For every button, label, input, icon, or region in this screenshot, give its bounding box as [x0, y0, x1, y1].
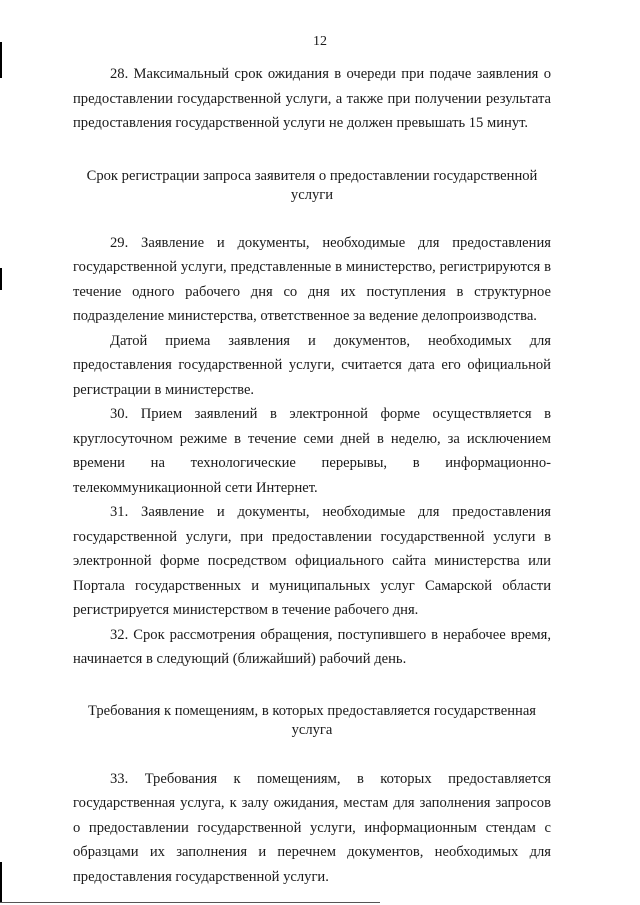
heading-line: услуги: [290, 186, 334, 203]
paragraph-30: 30. Прием заявлений в электронной форме осуществляется в круглосуточном режиме в течение семи дней в неделю, за исключением времени на технологические перерывы, в информационно-телекоммуникационной сети Интернет.: [73, 406, 551, 496]
heading-line: Требования к помещениям, в которых предоставляется государственная: [87, 702, 537, 719]
paragraph-29: 29. Заявление и документы, необходимые для предоставления государственной услуги, представленные в министерство, регистрируются в течение одного рабочего дня со дня их поступления в структурное подразделение министерства, ответственное за ведение делопроизводства.: [73, 234, 551, 324]
paragraph-31: 31. Заявление и документы, необходимые для предоставления государственной услуги, при предоставлении государственной услуги в электронной форме посредством официального сайта министерства или Портала государственных и муниципальных услуг Самарской области регистрируется министерством в течение рабочего дня.: [73, 504, 551, 618]
bottom-rule: [0, 902, 380, 903]
paragraph-28: 28. Максимальный срок ожидания в очереди при подаче заявления о предоставлении государственной услуги, а также при получении результата предоставления государственной услуги не должен превышать 15 минут.: [73, 66, 551, 131]
left-edge-mark-middle: [0, 268, 2, 290]
paragraph-33: 33. Требования к помещениям, в которых предоставляется государственная услуга, к залу ожидания, местам для заполнения запросов о предоставлении государственной услуги, информационным стендам с образцами их заполнения и перечнем документов, необходимых для предоставления государственной услуги.: [73, 770, 551, 885]
page-number: 12: [313, 34, 327, 49]
section-heading-registration: [73, 167, 551, 205]
paragraph-29-date: Датой приема заявления и документов, необходимых для предоставления государственной услуги, считается дата его официальной регистрации в министерстве.: [73, 332, 551, 398]
heading-line: Срок регистрации запроса заявителя о предоставлении государственной: [86, 167, 538, 184]
paragraph-32: 32. Срок рассмотрения обращения, поступившего в нерабочее время, начинается в следующий (ближайший) рабочий день.: [73, 626, 551, 667]
document-body: [73, 62, 551, 889]
section-heading-premises: [73, 702, 551, 740]
left-edge-mark-bottom: [0, 862, 2, 902]
heading-line: услуга: [291, 721, 333, 738]
